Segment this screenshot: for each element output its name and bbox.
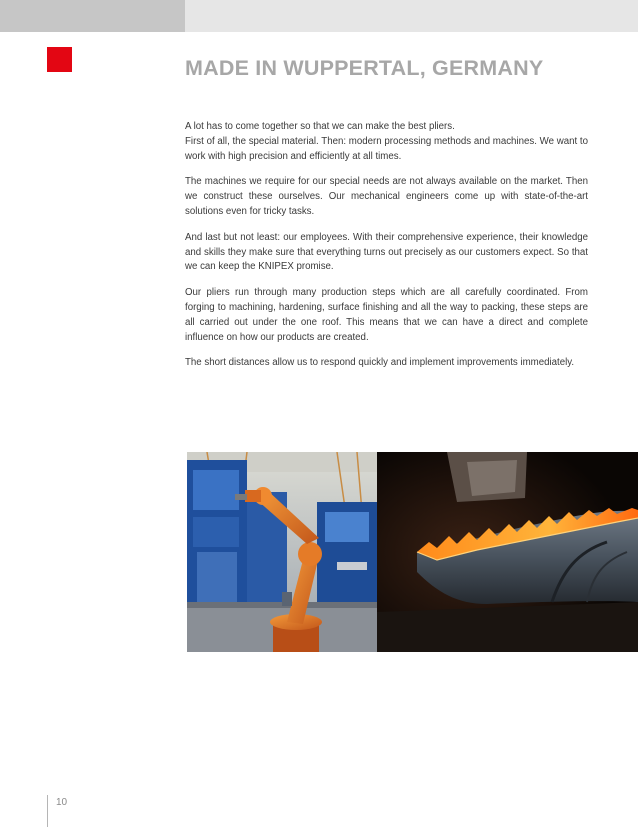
forged-pliers-illustration [377,452,638,652]
page-number: 10 [56,797,68,808]
paragraph-4: Our pliers run through many production steps which are all carefully coordinated. From forging to machining, hardening, surface finishing and all the way to packing, these steps are all carried out under the one roof. This means that we can have a direct and complete influence on how our products are created. [185,287,588,343]
paragraph-5: The short distances allow us to respond quickly and implement improvements immediately. [185,357,575,369]
paragraph-1-line-2: First of all, the special material. Then: modern processing methods and machines. We want to work with high precision and efficiently at all times. [185,135,588,162]
page-title: MADE IN WUPPERTAL, GERMANY [185,56,544,80]
forged-pliers-photo [377,452,638,652]
paragraph-1-line-1: A lot has to come together so that we can make the best pliers. [185,121,455,132]
header-bar-right [185,0,638,32]
page-number-rule [47,795,48,827]
industrial-robot-photo [187,452,377,652]
paragraph-2: The machines we require for our special needs are not always available on the market. Then we construct these ourselves. Our mechanical engineers come up with state-of-the-art solutions even for tricky tasks. [185,176,588,217]
body-text [185,120,588,382]
industrial-robot-illustration [187,452,377,652]
header-bar-left [0,0,185,32]
brand-red-square [47,47,72,72]
paragraph-3: And last but not least: our employees. With their comprehensive experience, their knowledge and skills they make sure that everything turns out precisely as our customers expect. So that we can keep the KNIPEX promise. [185,231,588,273]
paragraph-1 [185,120,588,164]
